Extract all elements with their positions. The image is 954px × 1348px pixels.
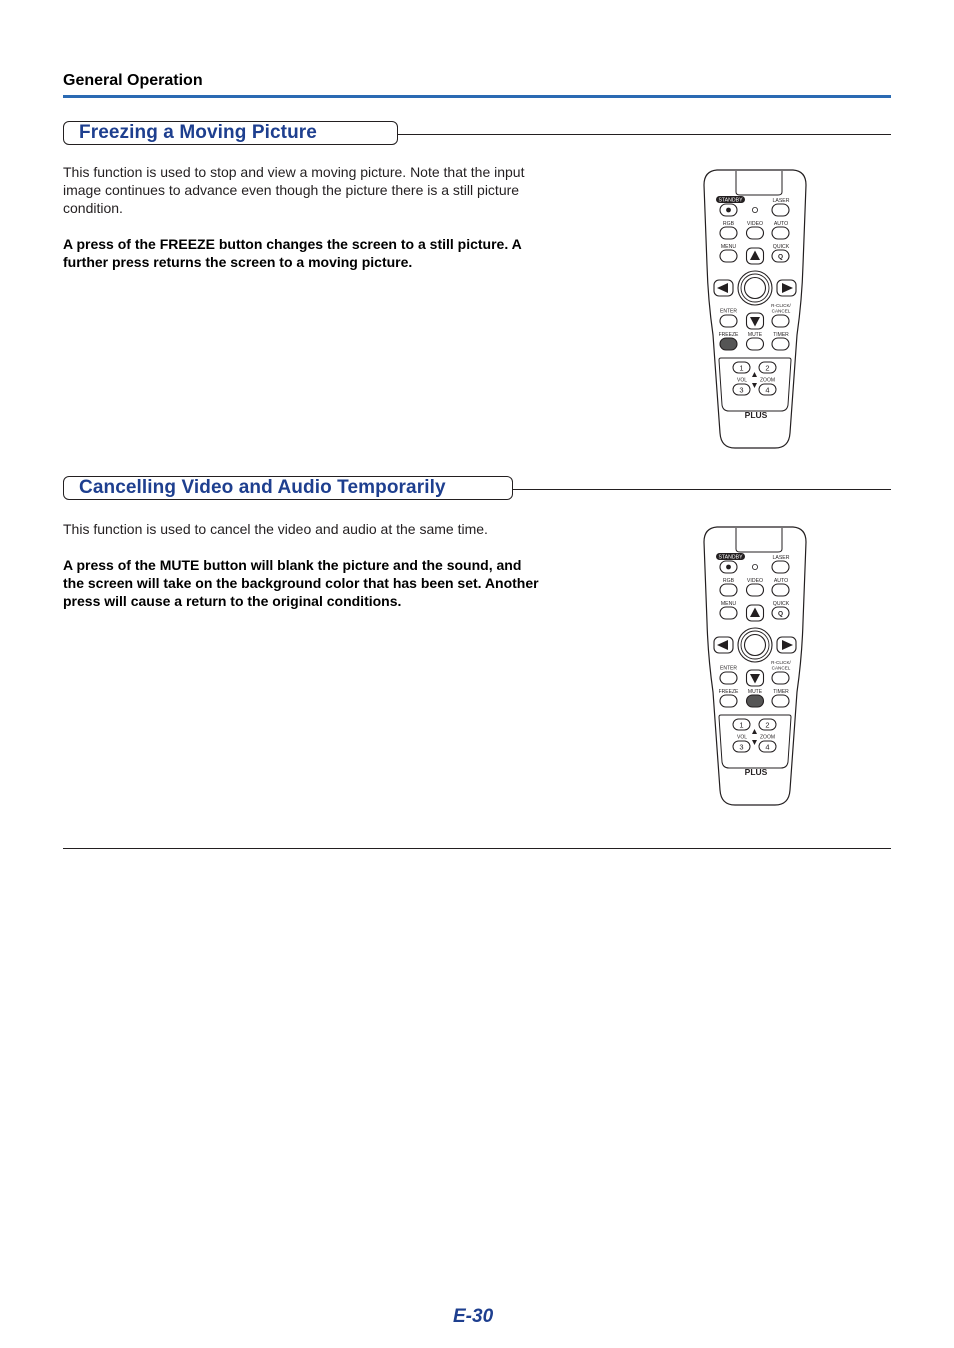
- brand-logo: PLUS: [744, 767, 768, 777]
- menu-button[interactable]: [720, 250, 737, 262]
- section-2-paragraph-1: This function is used to cancel the video and audio at the same time.: [63, 521, 488, 537]
- section-2-paragraph-2: A press of the MUTE button will blank the picture and the sound, and the screen will take on the background color that has been set. Another press will cause a return to the original conditions.: [63, 557, 539, 609]
- quick-label: QUICK: [772, 601, 790, 607]
- page-number: E-30: [453, 1306, 494, 1327]
- rclick-button[interactable]: [772, 672, 789, 684]
- freeze-label: FREEZE: [718, 689, 739, 695]
- video-button[interactable]: [747, 227, 764, 239]
- quick-q-icon: Q: [777, 610, 784, 618]
- standby-dot-icon: [726, 565, 731, 570]
- number-2-label: 2: [765, 363, 770, 373]
- laser-button[interactable]: [772, 561, 789, 573]
- pointer-pad-button[interactable]: [745, 278, 766, 299]
- rclick-label-2: CANCEL: [771, 665, 791, 671]
- standby-label: STANDBY: [718, 554, 743, 561]
- rgb-button[interactable]: [720, 227, 737, 239]
- menu-label: MENU: [720, 244, 737, 250]
- number-1-label: 1: [739, 720, 744, 730]
- rclick-button[interactable]: [772, 315, 789, 327]
- section-1-body: [63, 163, 543, 289]
- rclick-label-1: R-CLICK/: [771, 303, 791, 308]
- laser-label: LASER: [772, 198, 790, 204]
- laser-label: LASER: [772, 555, 790, 561]
- video-button[interactable]: [747, 584, 764, 596]
- pointer-pad-button[interactable]: [745, 635, 766, 656]
- video-label: VIDEO: [746, 578, 764, 584]
- number-2-label: 2: [765, 720, 770, 730]
- brand-logo: PLUS: [744, 410, 768, 420]
- standby-dot-icon: [726, 208, 731, 213]
- timer-button[interactable]: [772, 338, 789, 350]
- timer-label: TIMER: [773, 332, 789, 338]
- vol-label: VOL: [736, 734, 748, 741]
- enter-button[interactable]: [720, 315, 737, 327]
- zoom-label: ZOOM: [760, 377, 775, 384]
- timer-label: TIMER: [773, 689, 789, 695]
- section-2-title-line: [512, 489, 891, 490]
- auto-label: AUTO: [773, 578, 789, 584]
- number-4-label: 4: [765, 742, 770, 752]
- section-1-paragraph-1: This function is used to stop and view a moving picture. Note that the input image continues to advance even though the picture there is a still picture condition.: [63, 164, 525, 216]
- section-1-paragraph-2: A press of the FREEZE button changes the screen to a still picture. A further press returns the screen to a moving picture.: [63, 236, 522, 270]
- rclick-label-2: CANCEL: [771, 308, 791, 314]
- mute-label: MUTE: [747, 689, 763, 695]
- auto-label: AUTO: [773, 221, 789, 227]
- menu-label: MENU: [720, 601, 737, 607]
- auto-button[interactable]: [772, 227, 789, 239]
- rgb-label: RGB: [722, 221, 735, 227]
- footer-rule: [63, 848, 891, 849]
- enter-button[interactable]: [720, 672, 737, 684]
- quick-q-icon: Q: [777, 253, 784, 261]
- header-rule: [63, 95, 891, 98]
- indicator-lamp-icon: [752, 207, 757, 212]
- menu-button[interactable]: [720, 607, 737, 619]
- rclick-label-1: R-CLICK/: [771, 660, 791, 665]
- section-1-title-line: [397, 134, 891, 135]
- section-2-title: Cancelling Video and Audio Temporarily: [63, 476, 513, 500]
- section-2-body: [63, 520, 543, 628]
- remote-control-mute: [700, 522, 810, 813]
- remote-drawing: [700, 522, 810, 808]
- section-1-title: Freezing a Moving Picture: [63, 121, 398, 145]
- freeze-button[interactable]: [720, 695, 737, 707]
- video-label: VIDEO: [746, 221, 764, 227]
- mute-button[interactable]: [747, 338, 764, 350]
- standby-label: STANDBY: [718, 197, 743, 204]
- number-3-label: 3: [739, 742, 744, 752]
- freeze-label: FREEZE: [718, 332, 739, 338]
- mute-button[interactable]: [747, 695, 764, 707]
- vol-label: VOL: [736, 377, 748, 384]
- header-title: General Operation: [63, 72, 203, 89]
- laser-button[interactable]: [772, 204, 789, 216]
- mute-label: MUTE: [747, 332, 763, 338]
- enter-label: ENTER: [720, 308, 737, 315]
- enter-label: ENTER: [720, 665, 737, 672]
- number-4-label: 4: [765, 385, 770, 395]
- freeze-button[interactable]: [720, 338, 737, 350]
- auto-button[interactable]: [772, 584, 789, 596]
- zoom-label: ZOOM: [760, 734, 775, 741]
- timer-button[interactable]: [772, 695, 789, 707]
- rgb-label: RGB: [722, 578, 735, 584]
- quick-label: QUICK: [772, 244, 790, 250]
- rgb-button[interactable]: [720, 584, 737, 596]
- indicator-lamp-icon: [752, 564, 757, 569]
- remote-drawing: [700, 165, 810, 451]
- number-1-label: 1: [739, 363, 744, 373]
- number-3-label: 3: [739, 385, 744, 395]
- remote-control-freeze: [700, 165, 810, 456]
